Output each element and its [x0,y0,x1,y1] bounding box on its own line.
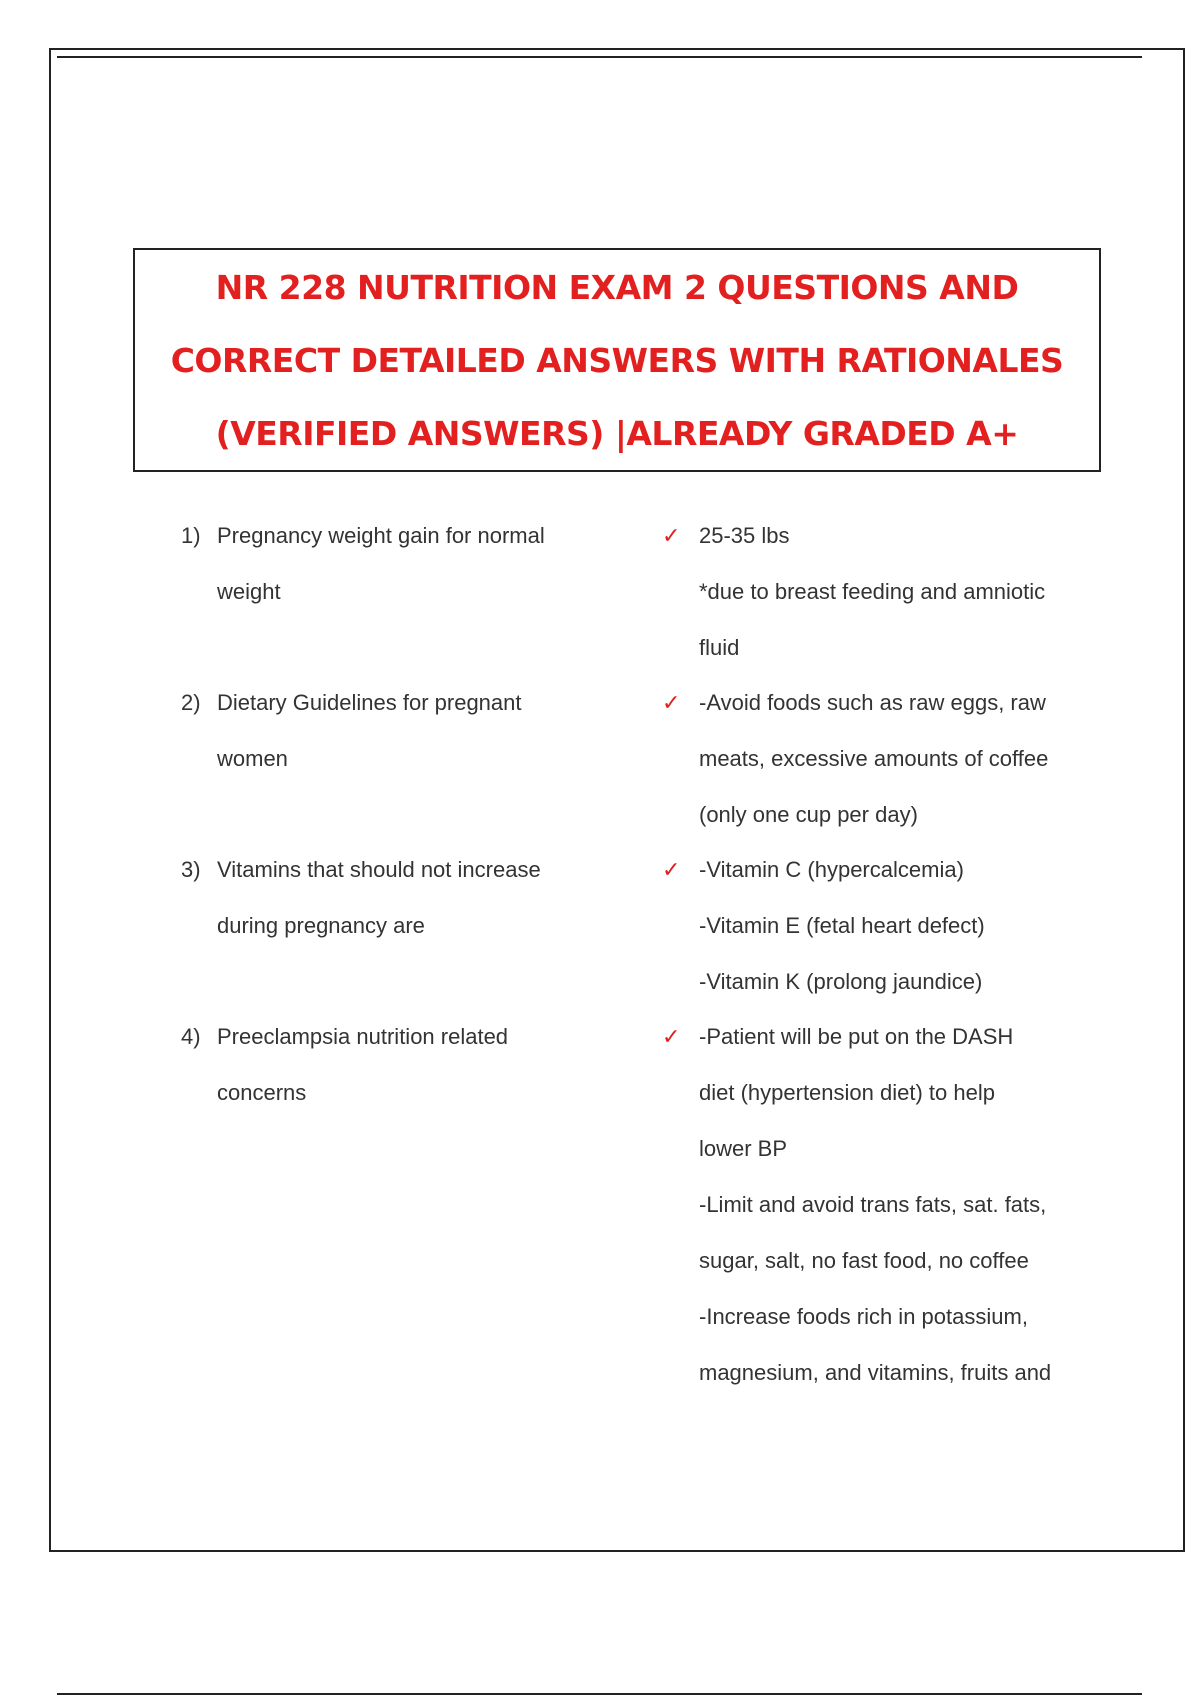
answer-line: -Vitamin E (fetal heart defect) [699,913,985,938]
answer-line: -Vitamin K (prolong jaundice) [699,969,983,994]
answer-text [699,508,1119,676]
question-text: Pregnancy weight gain for normal weight [217,523,545,604]
answer-line: -Avoid foods such as raw eggs, raw [699,690,1046,715]
check-icon: ✓ [662,523,681,548]
footer-rule [57,1693,1142,1695]
answer-line: 25-35 lbs [699,523,790,548]
answer-line: fluid [699,635,740,660]
title-line-3: (VERIFIED ANSWERS) |ALREADY GRADED A+ [215,413,1019,453]
answer-line: -Patient will be put on the DASH [699,1024,1014,1049]
answer-text [699,1009,1119,1401]
answer-line: sugar, salt, no fast food, no coffee [699,1248,1029,1273]
check-icon: ✓ [662,1024,681,1049]
question-text: Dietary Guidelines for pregnant women [217,690,522,771]
title-line-2: CORRECT DETAILED ANSWERS WITH RATIONALES [170,340,1064,380]
question-number: 4) [181,1024,201,1049]
answer-line: magnesium, and vitamins, fruits and [699,1360,1052,1385]
header-rule [57,56,1142,58]
question-number: 3) [181,857,201,882]
question-text: Vitamins that should not increase during pregnancy are [217,857,541,938]
title-box [133,248,1101,472]
answer-text [699,675,1119,843]
answer-line: (only one cup per day) [699,802,918,827]
answer-text [699,842,1119,1010]
answer-line: diet (hypertension diet) to help [699,1080,995,1105]
check-icon: ✓ [662,690,681,715]
question-number: 1) [181,523,201,548]
answer-line: lower BP [699,1136,788,1161]
answer-line: -Limit and avoid trans fats, sat. fats, [699,1192,1047,1217]
title-line-1: NR 228 NUTRITION EXAM 2 QUESTIONS AND [215,267,1019,307]
answer-line: -Increase foods rich in potassium, [699,1304,1028,1329]
answer-line: *due to breast feeding and amniotic [699,579,1046,604]
question-number: 2) [181,690,201,715]
check-icon: ✓ [662,857,681,882]
question-text: Preeclampsia nutrition related concerns [217,1024,509,1105]
answer-line: meats, excessive amounts of coffee [699,746,1049,771]
answer-line: -Vitamin C (hypercalcemia) [699,857,964,882]
